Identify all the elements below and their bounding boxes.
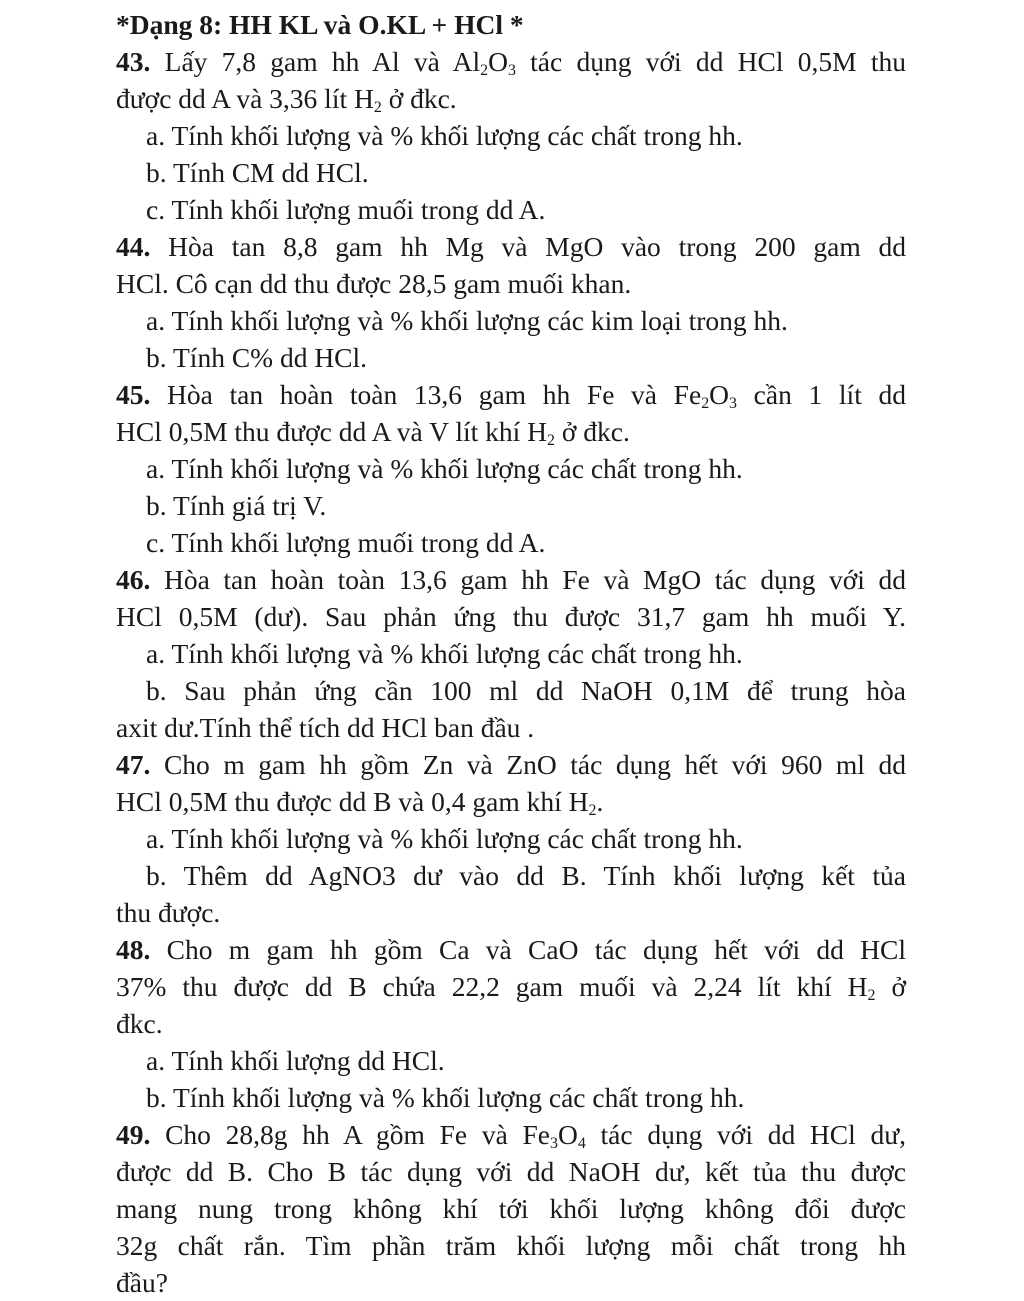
sub-question-continuation: axit dư.Tính thể tích dd HCl ban đầu . — [116, 712, 535, 743]
sub-question: a. Tính khối lượng và % khối lượng các chất trong hh. — [146, 638, 743, 669]
problem-number: 45. — [116, 379, 151, 410]
problem-number: 46. — [116, 564, 151, 595]
line-text: được dd A và 3,36 lít H — [116, 83, 374, 114]
sub-question: b. Tính CM dd HCl. — [146, 157, 369, 188]
problem-line — [116, 43, 906, 80]
problem-line — [116, 80, 906, 117]
line-text: HCl 0,5M thu được dd A và V lít khí H — [116, 416, 548, 447]
subscript: 3 — [507, 62, 516, 79]
sub-question: b. Thêm dd AgNO3 dư vào dd B. Tính khối lượng kết tủa — [146, 860, 906, 891]
problem-line — [116, 1227, 906, 1264]
problem-line — [116, 783, 906, 820]
problem-line — [116, 561, 906, 598]
sub-question-continuation: thu được. — [116, 897, 221, 928]
problem-line — [116, 376, 906, 413]
line-text: HCl 0,5M thu được dd B và 0,4 gam khí H — [116, 786, 589, 817]
problem-number: 48. — [116, 934, 151, 965]
line-text: được dd B. Cho B tác dụng với dd NaOH dư, kết tủa thu được — [116, 1156, 906, 1187]
problem-line — [116, 228, 906, 265]
problem-line — [116, 1116, 906, 1153]
worksheet-title: *Dạng 8: HH KL và O.KL + HCl * — [116, 9, 524, 40]
problem-48 — [116, 931, 906, 1116]
line-text: ở đkc. — [555, 416, 630, 447]
problem-number: 47. — [116, 749, 151, 780]
line-text: O — [709, 379, 730, 410]
line-text: Lấy 7,8 gam hh Al và Al — [164, 46, 481, 77]
problem-44 — [116, 228, 906, 376]
sub-question: a. Tính khối lượng và % khối lượng các chất trong hh. — [146, 823, 743, 854]
problem-46 — [116, 561, 906, 746]
problem-line — [116, 968, 906, 1005]
line-text: 37% thu được dd B chứa 22,2 gam muối và 2,24 lít khí H — [116, 971, 868, 1002]
problem-49 — [116, 1116, 906, 1301]
line-text: Hòa tan 8,8 gam hh Mg và MgO vào trong 200 gam dd — [168, 231, 907, 262]
problem-list — [116, 43, 906, 1301]
subscript: 4 — [577, 1135, 586, 1152]
problem-line — [116, 1264, 906, 1301]
line-text: Hòa tan hoàn toàn 13,6 gam hh Fe và MgO tác dụng với dd — [163, 564, 907, 595]
sub-question: c. Tính khối lượng muối trong dd A. — [146, 194, 546, 225]
sub-question: a. Tính khối lượng và % khối lượng các chất trong hh. — [146, 453, 743, 484]
problem-number: 43. — [116, 46, 151, 77]
line-text: Hòa tan hoàn toàn 13,6 gam hh Fe và Fe — [167, 379, 702, 410]
line-text: tác dụng với dd HCl 0,5M thu — [515, 46, 907, 77]
line-text: O — [488, 46, 508, 77]
problem-line — [116, 1190, 906, 1227]
problem-line — [116, 1005, 906, 1042]
line-text: Cho m gam hh gồm Ca và CaO tác dụng hết với dd HCl — [166, 934, 907, 965]
problem-43 — [116, 43, 906, 228]
subscript: 3 — [729, 395, 737, 412]
sub-question: c. Tính khối lượng muối trong dd A. — [146, 527, 546, 558]
problem-number: 49. — [116, 1119, 151, 1150]
problem-line — [116, 265, 906, 302]
line-text: HCl 0,5M (dư). Sau phản ứng thu được 31,7 gam hh muối Y. — [116, 601, 906, 632]
subscript: 2 — [588, 802, 597, 819]
sub-question: b. Tính khối lượng và % khối lượng các chất trong hh. — [146, 1082, 745, 1113]
subscript: 2 — [373, 99, 382, 116]
line-text: đkc. — [116, 1008, 163, 1039]
sub-question: b. Tính giá trị V. — [146, 490, 327, 521]
problem-47 — [116, 746, 906, 931]
problem-line — [116, 931, 906, 968]
line-text: cần 1 lít dd — [737, 379, 906, 410]
subscript: 2 — [547, 432, 555, 449]
problem-line — [116, 746, 906, 783]
subscript: 3 — [550, 1135, 558, 1152]
sub-question: b. Sau phản ứng cần 100 ml dd NaOH 0,1M để trung hòa — [146, 675, 906, 706]
line-text: ở đkc. — [381, 83, 457, 114]
line-text: Cho m gam hh gồm Zn và ZnO tác dụng hết với 960 ml dd — [163, 749, 906, 780]
sub-question: b. Tính C% dd HCl. — [146, 342, 368, 373]
line-text: O — [557, 1119, 578, 1150]
problem-line — [116, 598, 906, 635]
sub-question: a. Tính khối lượng và % khối lượng các chất trong hh. — [146, 120, 743, 151]
sub-question: a. Tính khối lượng và % khối lượng các kim loại trong hh. — [146, 305, 788, 336]
line-text: Cho 28,8g hh A gồm Fe và Fe — [165, 1119, 551, 1150]
problem-line — [116, 1153, 906, 1190]
subscript: 2 — [867, 987, 876, 1004]
subscript: 2 — [480, 62, 489, 79]
line-text: HCl. Cô cạn dd thu được 28,5 gam muối khan. — [116, 268, 632, 299]
subscript: 2 — [701, 395, 710, 412]
problem-45 — [116, 376, 906, 561]
problem-number: 44. — [116, 231, 151, 262]
problem-line — [116, 413, 906, 450]
line-text: mang nung trong không khí tới khối lượng không đổi được — [116, 1193, 906, 1224]
line-text: . — [596, 786, 604, 817]
line-text: đầu? — [116, 1267, 168, 1298]
line-text: tác dụng với dd HCl dư, — [585, 1119, 906, 1150]
line-text: 32g chất rắn. Tìm phần trăm khối lượng mỗi chất trong hh — [116, 1230, 906, 1261]
sub-question: a. Tính khối lượng dd HCl. — [146, 1045, 445, 1076]
line-text: ở — [875, 971, 906, 1002]
